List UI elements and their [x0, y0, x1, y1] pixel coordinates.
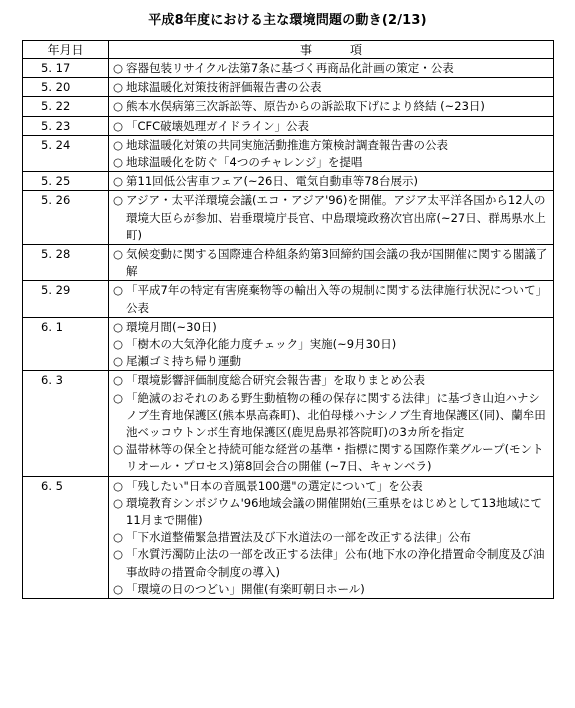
event-items	[109, 245, 554, 281]
event-entry	[113, 390, 549, 442]
event-entry-text: 「平成7年の特定有害廃棄物等の輸出入等の規制に関する法律施行状況について」公表	[126, 283, 548, 315]
event-entry-text: 容器包装リサイクル法第7条に基づく再商品化計画の策定・公表	[126, 61, 454, 75]
event-entry	[113, 192, 549, 244]
event-date: 5. 24	[23, 135, 109, 171]
event-entry	[113, 154, 549, 171]
event-entry-text: 尾瀬ゴミ持ち帰り運動	[126, 354, 241, 369]
event-items	[109, 135, 554, 171]
event-date: 5. 17	[23, 59, 109, 78]
event-entry	[113, 372, 549, 389]
circle-bullet-icon: ○	[113, 354, 124, 369]
event-entry-text: 地球温暖化対策の共同実施活動推進方策検討調査報告書の公表	[126, 137, 448, 152]
event-entry	[113, 118, 549, 135]
event-entry-text: 温帯林等の保全と持続可能な経営の基準・指標に関する国際作業グループ(モントリオール・プロセス)第8回会合の開催 (~7日、キャンベラ)	[126, 442, 544, 474]
event-entry	[113, 441, 549, 475]
circle-bullet-icon: ○	[113, 478, 124, 493]
table-row	[23, 172, 554, 191]
circle-bullet-icon: ○	[113, 581, 124, 596]
table-row	[23, 317, 554, 371]
table-row	[23, 135, 554, 171]
circle-bullet-icon: ○	[113, 390, 124, 405]
event-date: 5. 29	[23, 281, 109, 317]
event-date: 6. 1	[23, 317, 109, 371]
event-entry-text: 「絶滅のおそれのある野生動植物の種の保存に関する法律」に基づき山迫ハナシノブ生育地保護区(熊本県高森町)、北伯母様ハナシノブ生育地保護区(同)、蘭牟田池ベッコウトンボ生育地保護区(鹿児島県祁答院町)の3カ所を指定	[126, 390, 546, 440]
event-entry-text: 気候変動に関する国際連合枠組条約第3回締約国会議の我が国開催に関する閣議了解	[126, 247, 548, 279]
event-entry-text: 「水質汚濁防止法の一部を改正する法律」公布(地下水の浄化措置命令制度及び油事故時の措置命令制度の導入)	[126, 547, 545, 579]
event-entry-text: 「CFC破壊処理ガイドライン」公表	[126, 118, 309, 133]
table-row	[23, 371, 554, 476]
event-entry-text: 「環境の日のつどい」開催(有楽町朝日ホール)	[126, 581, 365, 596]
circle-bullet-icon: ○	[113, 283, 124, 298]
circle-bullet-icon: ○	[113, 80, 124, 95]
event-entry-text: 「環境影響評価制度総合研究会報告書」を取りまとめ公表	[126, 373, 425, 388]
circle-bullet-icon: ○	[113, 530, 124, 545]
event-entry-text: 地球温暖化を防ぐ「4つのチャレンジ」を提唱	[126, 155, 363, 170]
event-items	[109, 191, 554, 245]
table-row	[23, 116, 554, 135]
event-items	[109, 476, 554, 598]
event-entry	[113, 282, 549, 316]
event-date: 5. 22	[23, 97, 109, 116]
table-row	[23, 281, 554, 317]
event-entry	[113, 336, 549, 353]
circle-bullet-icon: ○	[113, 547, 124, 562]
event-items	[109, 78, 554, 97]
event-entry-text: 熊本水俣病第三次訴訟等、原告からの訴訟取下げにより終結 (~23日)	[126, 99, 485, 114]
event-date: 5. 20	[23, 78, 109, 97]
event-entry-text: 地球温暖化対策技術評価報告書の公表	[126, 80, 322, 95]
event-entry	[113, 79, 549, 96]
table-row	[23, 59, 554, 78]
event-items	[109, 371, 554, 476]
circle-bullet-icon: ○	[113, 174, 124, 189]
event-items	[109, 281, 554, 317]
table-row	[23, 97, 554, 116]
event-items	[109, 172, 554, 191]
circle-bullet-icon: ○	[113, 193, 124, 208]
circle-bullet-icon: ○	[113, 155, 124, 170]
event-entry	[113, 546, 549, 580]
event-entry	[113, 495, 549, 529]
event-entry	[113, 98, 549, 115]
item-column-header: 事項	[109, 41, 554, 59]
circle-bullet-icon: ○	[113, 442, 124, 457]
event-entry	[113, 137, 549, 154]
table-row	[23, 191, 554, 245]
circle-bullet-icon: ○	[113, 61, 124, 75]
event-date: 6. 5	[23, 476, 109, 598]
page-title: 平成8年度における主な環境問題の動き(2/13)	[148, 13, 427, 28]
event-entry-text: 「下水道整備緊急措置法及び下水道法の一部を改正する法律」公布	[126, 530, 471, 545]
events-table	[22, 40, 554, 599]
event-entry	[113, 353, 549, 370]
circle-bullet-icon: ○	[113, 373, 124, 388]
event-entry-text: 第11回低公害車フェア(~26日、電気自動車等78台展示)	[126, 174, 418, 189]
events-table-body	[23, 59, 554, 599]
event-entry	[113, 529, 549, 546]
event-entry	[113, 246, 549, 280]
event-date: 5. 25	[23, 172, 109, 191]
event-entry	[113, 173, 549, 190]
table-header-row	[23, 41, 554, 59]
event-entry	[113, 60, 549, 77]
circle-bullet-icon: ○	[113, 99, 124, 114]
circle-bullet-icon: ○	[113, 495, 124, 510]
date-column-header: 年月日	[23, 41, 109, 59]
circle-bullet-icon: ○	[113, 337, 124, 352]
circle-bullet-icon: ○	[113, 319, 124, 334]
event-items	[109, 59, 554, 78]
event-date: 6. 3	[23, 371, 109, 476]
event-entry	[113, 478, 549, 495]
circle-bullet-icon: ○	[113, 247, 124, 262]
event-entry-text: 環境月間(~30日)	[126, 319, 217, 334]
event-entry	[113, 319, 549, 336]
table-row	[23, 78, 554, 97]
event-entry-text: アジア・太平洋環境会議(エコ・アジア'96)を開催。アジア太平洋各国から12人の環境大臣らが参加、岩垂環境庁長官、中島環境政務次官出席(~27日、群馬県水上町)	[126, 193, 546, 242]
event-entry-text: 「残したい"日本の音風景100選"の選定について」を公表	[126, 478, 423, 493]
circle-bullet-icon: ○	[113, 137, 124, 152]
table-row	[23, 245, 554, 281]
circle-bullet-icon: ○	[113, 118, 124, 133]
event-date: 5. 23	[23, 116, 109, 135]
event-items	[109, 97, 554, 116]
event-entry-text: 「樹木の大気浄化能力度チェック」実施(~9月30日)	[126, 337, 397, 352]
event-entry	[113, 581, 549, 598]
event-entry-text: 環境教育シンポジウム'96地域会議の開催開始(三重県をはじめとして13地域にて11月まで開催)	[126, 495, 543, 528]
event-items	[109, 317, 554, 371]
event-items	[109, 116, 554, 135]
table-row	[23, 476, 554, 598]
event-date: 5. 28	[23, 245, 109, 281]
event-date: 5. 26	[23, 191, 109, 245]
